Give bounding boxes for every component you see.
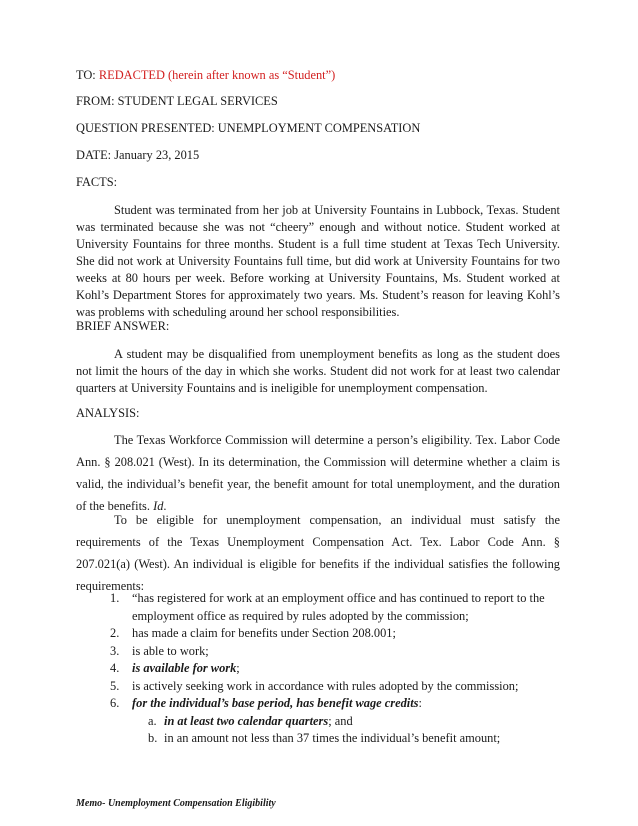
page-footer: Memo- Unemployment Compensation Eligibility (76, 798, 276, 809)
question-line: QUESTION PRESENTED: UNEMPLOYMENT COMPENSATION (76, 121, 421, 135)
list-item: 3. is able to work; (110, 643, 209, 658)
facts-heading: FACTS: (76, 175, 118, 189)
requirements-list (110, 590, 560, 748)
emphasis-text: is available for work (132, 661, 237, 675)
list-item: 5. is actively seeking work in accordance with rules adopted by the commission; (110, 678, 519, 693)
list-item: a. in at least two calendar quarters; and (148, 713, 353, 728)
brief-answer-paragraph: A student may be disqualified from unemployment benefits as long as the student does not limit the hours of the day in which she works. Student did not work for at least two calendar quarters at University Fountains and is ineligible for unemployment compensation. (76, 347, 560, 395)
analysis-heading: ANALYSIS: (76, 406, 140, 420)
list-item: 2. has made a claim for benefits under Section 208.001; (110, 626, 396, 640)
analysis-paragraph-1-text: The Texas Workforce Commission will determine a person’s eligibility. Tex. Labor Code Ann. § 208.021 (West). In its determination, the Commission will determine whether a claim is valid, the individual’s benefit year, the benefit amount for total unemployment, and the duration of the benefits. (76, 433, 560, 513)
list-item: 6. for the individual’s base period, has benefit wage credits: a. in at least two calendar quarters; and b. in an amount not less than 37 times the individual’s benefit amount; (110, 695, 560, 748)
list-item: 4. is available for work; (110, 661, 240, 675)
brief-answer-heading: BRIEF ANSWER: (76, 319, 170, 333)
list-item: b. in an amount not less than 37 times the individual’s benefit amount; (148, 731, 501, 745)
from-line: FROM: STUDENT LEGAL SERVICES (76, 94, 278, 108)
facts-paragraph: Student was terminated from her job at University Fountains in Lubbock, Texas. Student was terminated because she was not “cheery” enough and without notice. Student worked at University Fountains for three months. Student is a full time student at Texas Tech University. She did not work at University Fountains full time, but did work at University Fountains for two weeks at 80 hours per week. Before working at University Fountains, Ms. Student worked at Kohl’s Department Stores for approximately two years. Ms. Student’s reason for leaving Kohl’s was problems with scheduling around her school responsibilities. (76, 203, 560, 319)
to-label: TO: (76, 68, 96, 82)
emphasis-text: for the individual’s base period, has benefit wage credits (132, 696, 419, 710)
emphasis-text: in at least two calendar quarters (164, 713, 329, 728)
list-item: 1. “has registered for work at an employment office and has continued to report to the employment office as required by rules adopted by the commission; (110, 591, 545, 623)
to-line (76, 67, 335, 83)
sub-requirements-list (132, 713, 560, 748)
date-line: DATE: January 23, 2015 (76, 148, 200, 162)
analysis-id-cite: Id (153, 499, 164, 513)
analysis-paragraph-1: The Texas Workforce Commission will determine a person’s eligibility. Tex. Labor Code Ann. § 208.021 (West). In its determination, the Commission will determine whether a claim is valid, the individual’s benefit year, the benefit amount for total unemployment, and the duration of the benefits. Id. (76, 433, 560, 513)
to-value: REDACTED (herein after known as “Student”) (98, 68, 336, 82)
analysis-paragraph-2: To be eligible for unemployment compensation, an individual must satisfy the requirements of the Texas Unemployment Compensation Act. Tex. Labor Code Ann. § 207.021(a) (West). An individual is eligible for benefits if the individual satisfies the following requirements: (76, 513, 560, 593)
